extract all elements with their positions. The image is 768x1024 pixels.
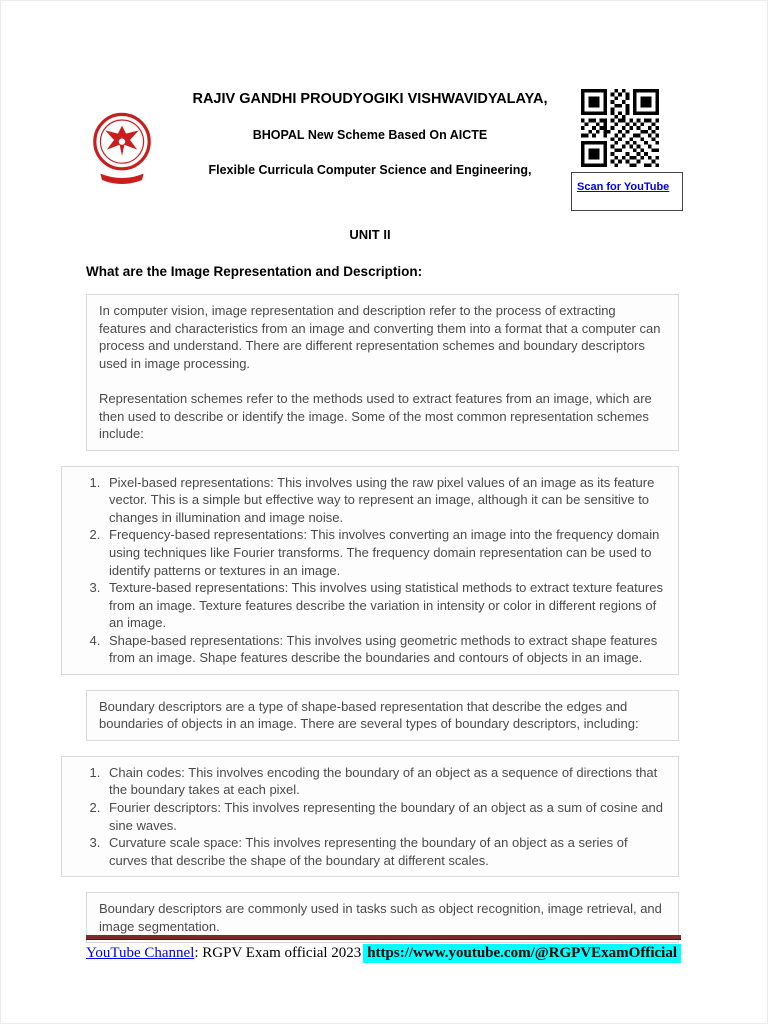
scan-caption-box — [571, 172, 683, 211]
channel-line — [86, 945, 361, 962]
list-item: 2. Frequency-based representations: This involves converting an image into the frequency domain using techniques like Fourier transforms. The frequency domain representation can be used to identify patterns or textures in an image. — [104, 526, 666, 579]
unit-title: UNIT II — [349, 227, 391, 242]
scan-for-youtube-link[interactable]: Scan for YouTube — [577, 181, 670, 193]
list-item: 4. Shape-based representations: This involves using geometric methods to extract shape features from an image. Shape features describe the boundaries and contours of objects in an image. — [104, 632, 666, 667]
list-item: 1. Chain codes: This involves encoding the boundary of an object as a sequence of directions that the boundary takes at each pixel. — [104, 764, 666, 799]
boundary-intro-box — [86, 690, 679, 741]
section-heading: What are the Image Representation and Description: — [86, 264, 423, 279]
qr-block — [571, 89, 683, 211]
representation-schemes-list — [88, 474, 666, 667]
scheme-title: BHOPAL New Scheme Based On AICTE — [252, 128, 488, 142]
boundary-usage-paragraph: Boundary descriptors are commonly used in tasks such as object recognition, image retrieval, and image segmentation. — [99, 901, 662, 934]
list-item: 3. Texture-based representations: This involves using statistical methods to extract texture features from an image. Texture features describe the variation in intensity or color in different regions of an image. — [104, 579, 666, 632]
channel-text: : RGPV Exam official 2023 — [194, 945, 362, 961]
footer-divider — [86, 935, 681, 940]
footer-row — [86, 944, 681, 963]
representation-schemes-box — [61, 466, 679, 675]
university-logo-icon — [86, 107, 158, 189]
list-item: 3. Curvature scale space: This involves representing the boundary of an object as a series of curves that describe the shape of the boundary at different scales. — [104, 834, 666, 869]
intro-paragraph-2: Representation schemes refer to the methods used to extract features from an image, which are then used to describe or identify the image. Some of the most common representation schemes include: — [99, 391, 652, 442]
intro-box — [86, 294, 679, 451]
curricula-title: Flexible Curricula Computer Science and Engineering, — [208, 163, 532, 177]
intro-paragraph-1: In computer vision, image representation and description refer to the process of extracting features and characteristics from an image and converting them into a format that a computer can process and understand. There are different representation schemes and boundary descriptors used in image processing. — [99, 303, 661, 371]
list-item: 1. Pixel-based representations: This involves using the raw pixel values of an image as its feature vector. This is a simple but effective way to represent an image, although it can be sensitive to changes in illumination and image noise. — [104, 474, 666, 527]
document-footer — [86, 935, 681, 963]
qr-code-icon — [581, 89, 659, 167]
boundary-descriptors-list — [88, 764, 666, 869]
boundary-intro-paragraph: Boundary descriptors are a type of shape-based representation that describe the edges and boundaries of objects in an image. There are several types of boundary descriptors, including: — [99, 698, 639, 732]
university-name: RAJIV GANDHI PROUDYOGIKI VISHWAVIDYALAYA, — [192, 91, 548, 107]
boundary-descriptors-box — [61, 756, 679, 877]
list-item: 2. Fourier descriptors: This involves representing the boundary of an object as a sum of cosine and sine waves. — [104, 799, 666, 834]
youtube-channel-link[interactable]: YouTube Channel — [86, 945, 195, 961]
document-header — [61, 85, 679, 225]
youtube-url-link[interactable]: https://www.youtube.com/@RGPVExamOfficial — [363, 944, 681, 963]
